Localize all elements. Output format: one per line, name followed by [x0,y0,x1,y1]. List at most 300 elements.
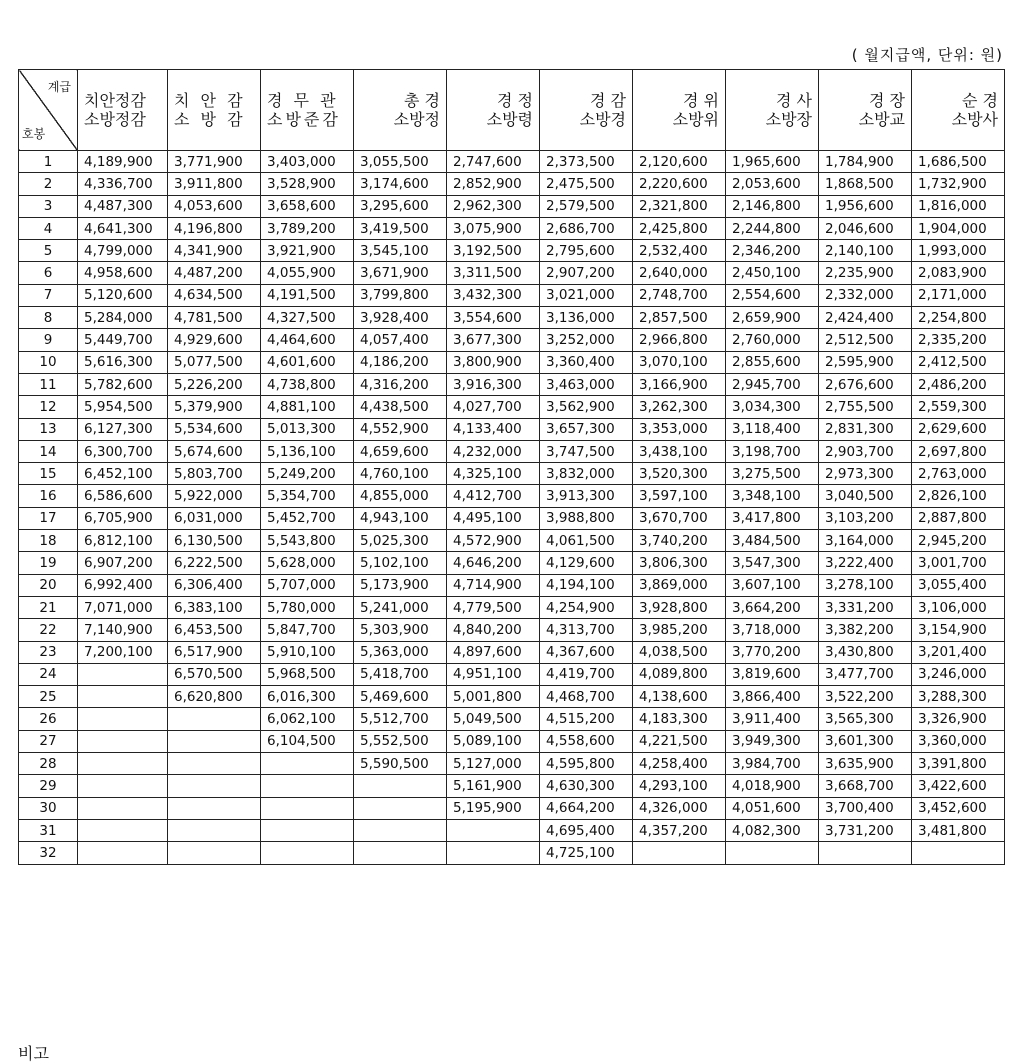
salary-cell: 4,487,200 [168,262,261,284]
salary-cell: 3,921,900 [261,240,354,262]
salary-cell: 3,419,500 [354,217,447,239]
column-header: 총 경 소방정 [354,70,447,151]
salary-cell: 3,252,000 [540,329,633,351]
salary-cell [261,753,354,775]
salary-cell: 2,424,400 [819,307,912,329]
salary-cell: 3,911,800 [168,173,261,195]
salary-cell: 4,313,700 [540,619,633,641]
salary-cell: 5,512,700 [354,708,447,730]
step-cell: 32 [19,842,78,864]
rank-label: 계급 [47,80,71,94]
column-header: 치안정감 소방정감 [78,70,168,151]
salary-cell: 4,951,100 [447,663,540,685]
salary-cell: 4,781,500 [168,307,261,329]
step-cell: 25 [19,686,78,708]
salary-cell: 6,570,500 [168,663,261,685]
table-row [19,753,1005,775]
salary-cell: 2,795,600 [540,240,633,262]
salary-cell: 3,806,300 [633,552,726,574]
salary-cell [168,819,261,841]
salary-table [18,69,1005,865]
salary-cell: 4,714,900 [447,574,540,596]
step-cell: 1 [19,151,78,173]
step-cell: 3 [19,195,78,217]
salary-cell: 5,127,000 [447,753,540,775]
salary-cell: 3,438,100 [633,440,726,462]
salary-cell: 4,189,900 [78,151,168,173]
salary-cell: 4,194,100 [540,574,633,596]
salary-cell [261,775,354,797]
salary-cell: 4,738,800 [261,373,354,395]
salary-cell: 1,965,600 [726,151,819,173]
table-row [19,686,1005,708]
salary-cell: 2,826,100 [912,485,1005,507]
salary-cell: 5,077,500 [168,351,261,373]
salary-cell: 4,881,100 [261,396,354,418]
footer-note: 비고 [18,1044,49,1063]
table-row [19,396,1005,418]
salary-cell [168,797,261,819]
salary-cell: 3,565,300 [819,708,912,730]
table-body [19,151,1005,865]
salary-cell: 3,246,000 [912,663,1005,685]
table-row [19,663,1005,685]
salary-cell: 5,173,900 [354,574,447,596]
salary-cell: 4,558,600 [540,730,633,752]
salary-cell: 3,819,600 [726,663,819,685]
salary-cell: 4,129,600 [540,552,633,574]
step-cell: 16 [19,485,78,507]
salary-cell: 4,057,400 [354,329,447,351]
salary-cell: 2,512,500 [819,329,912,351]
salary-cell: 4,601,600 [261,351,354,373]
step-cell: 15 [19,463,78,485]
salary-cell: 4,183,300 [633,708,726,730]
salary-cell: 4,630,300 [540,775,633,797]
table-row [19,596,1005,618]
salary-cell: 1,904,000 [912,217,1005,239]
salary-cell: 4,326,000 [633,797,726,819]
salary-cell: 3,154,900 [912,619,1005,641]
salary-cell: 2,254,800 [912,307,1005,329]
salary-cell: 6,016,300 [261,686,354,708]
salary-cell: 4,367,600 [540,641,633,663]
salary-cell: 3,034,300 [726,396,819,418]
salary-cell: 4,051,600 [726,797,819,819]
salary-cell: 1,868,500 [819,173,912,195]
salary-cell: 4,419,700 [540,663,633,685]
salary-cell [78,753,168,775]
salary-cell [354,775,447,797]
salary-cell: 4,357,200 [633,819,726,841]
header-row [19,70,1005,151]
salary-cell: 3,360,400 [540,351,633,373]
salary-cell: 3,740,200 [633,530,726,552]
step-cell: 30 [19,797,78,819]
salary-cell: 3,403,000 [261,151,354,173]
salary-cell: 3,597,100 [633,485,726,507]
salary-cell: 3,949,300 [726,730,819,752]
salary-cell: 4,341,900 [168,240,261,262]
salary-cell: 3,866,400 [726,686,819,708]
salary-cell: 2,887,800 [912,507,1005,529]
salary-cell: 2,220,600 [633,173,726,195]
salary-cell: 4,659,600 [354,440,447,462]
table-row [19,240,1005,262]
salary-cell: 4,552,900 [354,418,447,440]
salary-cell: 3,331,200 [819,596,912,618]
salary-cell: 3,718,000 [726,619,819,641]
salary-cell: 5,543,800 [261,530,354,552]
salary-cell: 2,046,600 [819,217,912,239]
salary-cell: 1,993,000 [912,240,1005,262]
salary-cell: 5,469,600 [354,686,447,708]
salary-cell: 3,222,400 [819,552,912,574]
step-cell: 28 [19,753,78,775]
step-cell: 19 [19,552,78,574]
salary-cell: 2,532,400 [633,240,726,262]
step-cell: 12 [19,396,78,418]
salary-cell: 6,586,600 [78,485,168,507]
salary-cell: 3,477,700 [819,663,912,685]
salary-cell: 4,760,100 [354,463,447,485]
salary-cell: 4,138,600 [633,686,726,708]
unit-note: ( 월지급액, 단위: 원) [851,46,1003,64]
salary-cell [633,842,726,864]
salary-cell: 3,547,300 [726,552,819,574]
salary-cell: 5,780,000 [261,596,354,618]
salary-cell: 3,275,500 [726,463,819,485]
salary-cell: 4,464,600 [261,329,354,351]
salary-cell: 5,001,800 [447,686,540,708]
salary-cell: 4,779,500 [447,596,540,618]
salary-cell: 3,055,400 [912,574,1005,596]
table-row [19,619,1005,641]
salary-cell: 4,958,600 [78,262,168,284]
step-cell: 29 [19,775,78,797]
salary-cell: 3,417,800 [726,507,819,529]
salary-cell: 3,601,300 [819,730,912,752]
salary-cell: 3,985,200 [633,619,726,641]
salary-cell: 4,316,200 [354,373,447,395]
salary-cell [78,842,168,864]
salary-cell: 4,641,300 [78,217,168,239]
step-cell: 20 [19,574,78,596]
salary-cell: 5,552,500 [354,730,447,752]
salary-cell: 4,089,800 [633,663,726,685]
table-row [19,217,1005,239]
table-row [19,730,1005,752]
salary-cell: 3,164,000 [819,530,912,552]
salary-cell: 6,992,400 [78,574,168,596]
salary-cell: 4,572,900 [447,530,540,552]
salary-cell [78,775,168,797]
salary-cell: 1,956,600 [819,195,912,217]
salary-cell: 2,966,800 [633,329,726,351]
salary-cell [78,797,168,819]
salary-cell: 2,755,500 [819,396,912,418]
salary-cell: 3,055,500 [354,151,447,173]
salary-cell: 5,782,600 [78,373,168,395]
salary-cell: 2,332,000 [819,284,912,306]
salary-cell: 6,907,200 [78,552,168,574]
salary-cell: 2,412,500 [912,351,1005,373]
salary-cell: 2,373,500 [540,151,633,173]
table-row [19,797,1005,819]
salary-cell: 2,831,300 [819,418,912,440]
salary-cell: 6,031,000 [168,507,261,529]
salary-cell: 2,763,000 [912,463,1005,485]
salary-cell: 3,262,300 [633,396,726,418]
salary-cell: 3,391,800 [912,753,1005,775]
salary-cell: 4,840,200 [447,619,540,641]
salary-cell: 5,534,600 [168,418,261,440]
salary-cell: 2,686,700 [540,217,633,239]
salary-cell: 3,174,600 [354,173,447,195]
column-header: 경 위 소방위 [633,70,726,151]
column-header: 경 장 소방교 [819,70,912,151]
salary-cell: 3,928,800 [633,596,726,618]
salary-cell: 2,171,000 [912,284,1005,306]
salary-cell: 4,595,800 [540,753,633,775]
step-cell: 5 [19,240,78,262]
salary-cell: 5,616,300 [78,351,168,373]
table-row [19,173,1005,195]
salary-cell: 5,249,200 [261,463,354,485]
salary-cell [78,819,168,841]
salary-cell: 4,186,200 [354,351,447,373]
salary-cell: 4,038,500 [633,641,726,663]
salary-cell: 3,198,700 [726,440,819,462]
column-header: 경 사 소방장 [726,70,819,151]
salary-cell [447,842,540,864]
salary-cell: 3,481,800 [912,819,1005,841]
salary-cell: 3,789,200 [261,217,354,239]
salary-cell: 5,025,300 [354,530,447,552]
salary-cell: 1,816,000 [912,195,1005,217]
salary-cell: 4,293,100 [633,775,726,797]
salary-cell [912,842,1005,864]
salary-cell [726,842,819,864]
table-row [19,463,1005,485]
salary-cell [261,819,354,841]
salary-cell: 2,554,600 [726,284,819,306]
salary-cell: 3,201,400 [912,641,1005,663]
salary-cell: 7,140,900 [78,619,168,641]
salary-cell: 3,671,900 [354,262,447,284]
table-row [19,507,1005,529]
salary-cell: 2,857,500 [633,307,726,329]
salary-cell: 6,453,500 [168,619,261,641]
salary-cell: 2,346,200 [726,240,819,262]
salary-cell: 3,136,000 [540,307,633,329]
salary-cell: 3,988,800 [540,507,633,529]
salary-cell: 5,284,000 [78,307,168,329]
salary-cell: 4,943,100 [354,507,447,529]
salary-cell: 3,353,000 [633,418,726,440]
step-cell: 27 [19,730,78,752]
salary-cell: 2,595,900 [819,351,912,373]
salary-cell: 5,013,300 [261,418,354,440]
salary-cell: 2,146,800 [726,195,819,217]
salary-cell: 4,082,300 [726,819,819,841]
salary-cell: 6,306,400 [168,574,261,596]
salary-cell: 5,120,600 [78,284,168,306]
table-row [19,485,1005,507]
salary-cell [819,842,912,864]
salary-cell: 3,075,900 [447,217,540,239]
salary-cell: 5,590,500 [354,753,447,775]
column-header: 치 안 감 소 방 감 [168,70,261,151]
salary-cell: 6,517,900 [168,641,261,663]
salary-cell: 2,748,700 [633,284,726,306]
salary-cell [78,663,168,685]
table-row [19,351,1005,373]
salary-cell: 3,984,700 [726,753,819,775]
salary-cell: 2,962,300 [447,195,540,217]
step-cell: 6 [19,262,78,284]
step-cell: 26 [19,708,78,730]
salary-cell: 4,133,400 [447,418,540,440]
salary-cell: 2,083,900 [912,262,1005,284]
salary-cell: 6,812,100 [78,530,168,552]
step-label: 호봉 [22,127,46,141]
salary-cell: 3,040,500 [819,485,912,507]
salary-cell: 4,725,100 [540,842,633,864]
salary-cell: 4,327,500 [261,307,354,329]
salary-cell: 4,412,700 [447,485,540,507]
salary-cell: 4,221,500 [633,730,726,752]
salary-cell: 4,646,200 [447,552,540,574]
salary-cell: 4,196,800 [168,217,261,239]
salary-cell: 3,664,200 [726,596,819,618]
step-cell: 2 [19,173,78,195]
salary-cell: 5,847,700 [261,619,354,641]
salary-cell: 3,799,800 [354,284,447,306]
table-row [19,530,1005,552]
salary-cell: 2,140,100 [819,240,912,262]
salary-cell: 3,021,000 [540,284,633,306]
salary-cell: 6,300,700 [78,440,168,462]
salary-cell [261,842,354,864]
salary-cell: 2,579,500 [540,195,633,217]
salary-cell: 4,055,900 [261,262,354,284]
salary-cell: 5,195,900 [447,797,540,819]
salary-cell: 5,354,700 [261,485,354,507]
salary-cell: 7,200,100 [78,641,168,663]
salary-cell: 5,922,000 [168,485,261,507]
step-cell: 31 [19,819,78,841]
salary-cell: 3,522,200 [819,686,912,708]
salary-cell: 2,335,200 [912,329,1005,351]
step-cell: 11 [19,373,78,395]
salary-cell: 4,929,600 [168,329,261,351]
salary-cell: 4,254,900 [540,596,633,618]
salary-cell: 3,869,000 [633,574,726,596]
salary-cell: 5,707,000 [261,574,354,596]
step-cell: 4 [19,217,78,239]
step-cell: 13 [19,418,78,440]
step-cell: 9 [19,329,78,351]
salary-cell [447,819,540,841]
step-cell: 17 [19,507,78,529]
table-row [19,641,1005,663]
salary-cell: 4,336,700 [78,173,168,195]
salary-cell [354,797,447,819]
salary-cell: 5,089,100 [447,730,540,752]
salary-cell: 3,311,500 [447,262,540,284]
salary-cell: 5,418,700 [354,663,447,685]
salary-cell: 2,760,000 [726,329,819,351]
salary-cell: 3,118,400 [726,418,819,440]
salary-cell: 3,800,900 [447,351,540,373]
salary-cell: 3,607,100 [726,574,819,596]
column-header: 경 감 소방경 [540,70,633,151]
salary-cell: 3,452,600 [912,797,1005,819]
table-row [19,552,1005,574]
salary-cell: 1,686,500 [912,151,1005,173]
salary-cell: 3,348,100 [726,485,819,507]
salary-cell: 6,452,100 [78,463,168,485]
salary-cell: 3,700,400 [819,797,912,819]
salary-cell: 3,166,900 [633,373,726,395]
salary-cell: 3,103,200 [819,507,912,529]
salary-cell [168,842,261,864]
salary-cell: 5,910,100 [261,641,354,663]
salary-cell: 2,559,300 [912,396,1005,418]
table-row [19,307,1005,329]
step-cell: 22 [19,619,78,641]
table-row [19,775,1005,797]
salary-cell: 4,897,600 [447,641,540,663]
salary-cell: 4,191,500 [261,284,354,306]
salary-cell: 7,071,000 [78,596,168,618]
salary-cell: 3,928,400 [354,307,447,329]
salary-cell: 2,907,200 [540,262,633,284]
salary-cell: 2,321,800 [633,195,726,217]
salary-cell: 6,127,300 [78,418,168,440]
salary-cell: 2,629,600 [912,418,1005,440]
salary-cell: 2,450,100 [726,262,819,284]
salary-cell: 2,676,600 [819,373,912,395]
salary-cell: 3,545,100 [354,240,447,262]
salary-cell: 3,635,900 [819,753,912,775]
salary-cell: 6,062,100 [261,708,354,730]
salary-cell: 4,799,000 [78,240,168,262]
step-cell: 10 [19,351,78,373]
salary-cell: 3,001,700 [912,552,1005,574]
salary-cell: 2,903,700 [819,440,912,462]
salary-cell: 3,771,900 [168,151,261,173]
salary-cell: 3,731,200 [819,819,912,841]
column-header: 경 무 관 소방준감 [261,70,354,151]
salary-cell [168,708,261,730]
salary-cell: 5,379,900 [168,396,261,418]
salary-cell [78,708,168,730]
salary-cell: 3,326,900 [912,708,1005,730]
salary-cell: 5,226,200 [168,373,261,395]
salary-cell: 2,855,600 [726,351,819,373]
salary-cell: 3,106,000 [912,596,1005,618]
salary-cell: 5,241,000 [354,596,447,618]
salary-cell: 5,136,100 [261,440,354,462]
salary-cell: 2,053,600 [726,173,819,195]
salary-cell: 3,295,600 [354,195,447,217]
table-row [19,440,1005,462]
salary-cell: 2,235,900 [819,262,912,284]
table-row [19,195,1005,217]
salary-cell: 5,363,000 [354,641,447,663]
